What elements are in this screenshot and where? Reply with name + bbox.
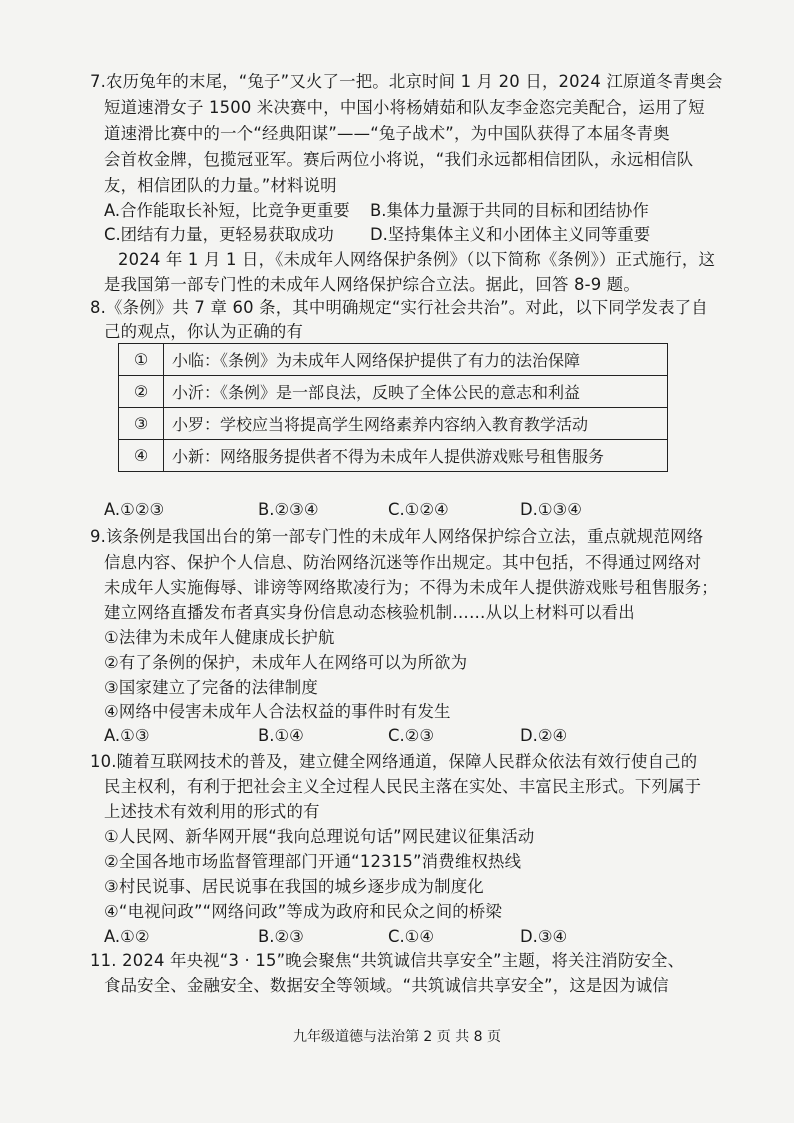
- q7-option-a: A.合作能取长补短，比竞争更重要: [104, 201, 350, 220]
- q7-line: 道速滑比赛中的一个“经典阳谋”——“兔子战术”，为中国队获得了本届冬青奥: [104, 124, 670, 143]
- q7-line: 短道速滑女子 1500 米决赛中，中国小将杨婧茹和队友李金恣完美配合，运用了短: [104, 98, 705, 117]
- q10-line: 民主权利，有利于把社会主义全过程人民民主落在实处、丰富民主形式。下列属于: [104, 777, 702, 796]
- q9-statement: ④网络中侵害未成年人合法权益的事件时有发生: [104, 702, 451, 721]
- q9-option-c: C.②③: [388, 726, 435, 745]
- q10-statement: ④“电视问政”“网络问政”等成为政府和民众之间的桥梁: [104, 902, 503, 921]
- page-footer: 九年级道德与法治第 2 页 共 8 页: [292, 1029, 502, 1045]
- table-cell-text: 小临：《条例》为未成年人网络保护提供了有力的法治保障: [164, 344, 668, 376]
- table-row: [119, 408, 668, 440]
- q10-line: 10.随着互联网技术的普及，建立健全网络通道，保障人民群众依法有效行使自己的: [90, 752, 698, 771]
- q9-line: 建立网络直播发布者真实身份信息动态核验机制……从以上材料可以看出: [104, 603, 635, 622]
- q10-option-c: C.①④: [388, 927, 435, 946]
- table-cell-number: ④: [119, 440, 164, 472]
- q9-line: 未成年人实施侮辱、诽谤等网络欺凌行为；不得为未成年人提供游戏账号租售服务；: [104, 578, 718, 597]
- intro-line: 2024 年 1 月 1 日，《未成年人网络保护条例》（以下简称《条例》）正式施行，这: [118, 250, 716, 269]
- q7-option-d: D.坚持集体主义和小团体主义同等重要: [370, 225, 651, 244]
- q7-line: 7.农历兔年的末尾，“兔子”又火了一把。北京时间 1 月 20 日，2024 江原道冬青奥会: [90, 72, 723, 91]
- q10-statement: ②全国各地市场监督管理部门开通“12315”消费维权热线: [104, 852, 522, 871]
- q10-statement: ③村民说事、居民说事在我国的城乡逐步成为制度化: [104, 877, 484, 896]
- table-cell-number: ②: [119, 376, 164, 408]
- table-cell-number: ③: [119, 408, 164, 440]
- q11-line: 11. 2024 年央视“3 · 15”晚会聚焦“共筑诚信共享安全”主题，将关注消防安全、: [90, 951, 685, 970]
- q9-statement: ③国家建立了完备的法律制度: [104, 678, 318, 697]
- q7-option-b: B.集体力量源于共同的目标和团结协作: [370, 201, 649, 220]
- q10-option-b: B.②③: [258, 927, 304, 946]
- q8-opinion-table: [118, 343, 668, 472]
- q7-line: 会首枚金牌，包揽冠亚军。赛后两位小将说，“我们永远都相信团队，永远相信队: [104, 150, 694, 169]
- q10-option-d: D.③④: [520, 927, 568, 946]
- q9-statement: ②有了条例的保护，未成年人在网络可以为所欲为: [104, 653, 468, 672]
- q8-line: 8.《条例》共 7 章 60 条，其中明确规定“实行社会共治”。对此，以下同学发表了自: [90, 298, 708, 317]
- q8-option-a: A.①②③: [104, 500, 165, 519]
- intro-line: 是我国第一部专门性的未成年人网络保护综合立法。据此，回答 8-9 题。: [104, 275, 640, 294]
- table-cell-text: 小新：网络服务提供者不得为未成年人提供游戏账号租售服务: [164, 440, 668, 472]
- q7-line: 友，相信团队的力量。”材料说明: [104, 176, 337, 195]
- q11-line: 食品安全、金融安全、数据安全等领域。“共筑诚信共享安全”，这是因为诚信: [104, 976, 669, 995]
- q8-option-b: B.②③④: [258, 500, 319, 519]
- table-cell-text: 小沂：《条例》是一部良法，反映了全体公民的意志和利益: [164, 376, 668, 408]
- q9-statement: ①法律为未成年人健康成长护航: [104, 628, 335, 647]
- q10-statement: ①人民网、新华网开展“我向总理说句话”网民建议征集活动: [104, 827, 535, 846]
- q10-option-a: A.①②: [104, 927, 150, 946]
- table-row: [119, 376, 668, 408]
- q7-option-c: C.团结有力量，更轻易获取成功: [104, 225, 334, 244]
- q10-line: 上述技术有效利用的形式的有: [104, 802, 320, 821]
- q8-option-d: D.①③④: [520, 500, 582, 519]
- q8-line: 己的观点，你认为正确的有: [104, 322, 304, 341]
- q9-option-b: B.①④: [258, 726, 304, 745]
- q9-option-a: A.①③: [104, 726, 150, 745]
- q8-option-c: C.①②④: [388, 500, 449, 519]
- table-cell-number: ①: [119, 344, 164, 376]
- q9-option-d: D.②④: [520, 726, 568, 745]
- q9-line: 信息内容、保护个人信息、防治网络沉迷等作出规定。其中包括，不得通过网络对: [104, 553, 702, 572]
- table-row: [119, 440, 668, 472]
- table-row: [119, 344, 668, 376]
- q9-line: 9.该条例是我国出台的第一部专门性的未成年人网络保护综合立法，重点就规范网络: [90, 527, 704, 546]
- table-cell-text: 小罗：学校应当将提高学生网络素养内容纳入教育教学活动: [164, 408, 668, 440]
